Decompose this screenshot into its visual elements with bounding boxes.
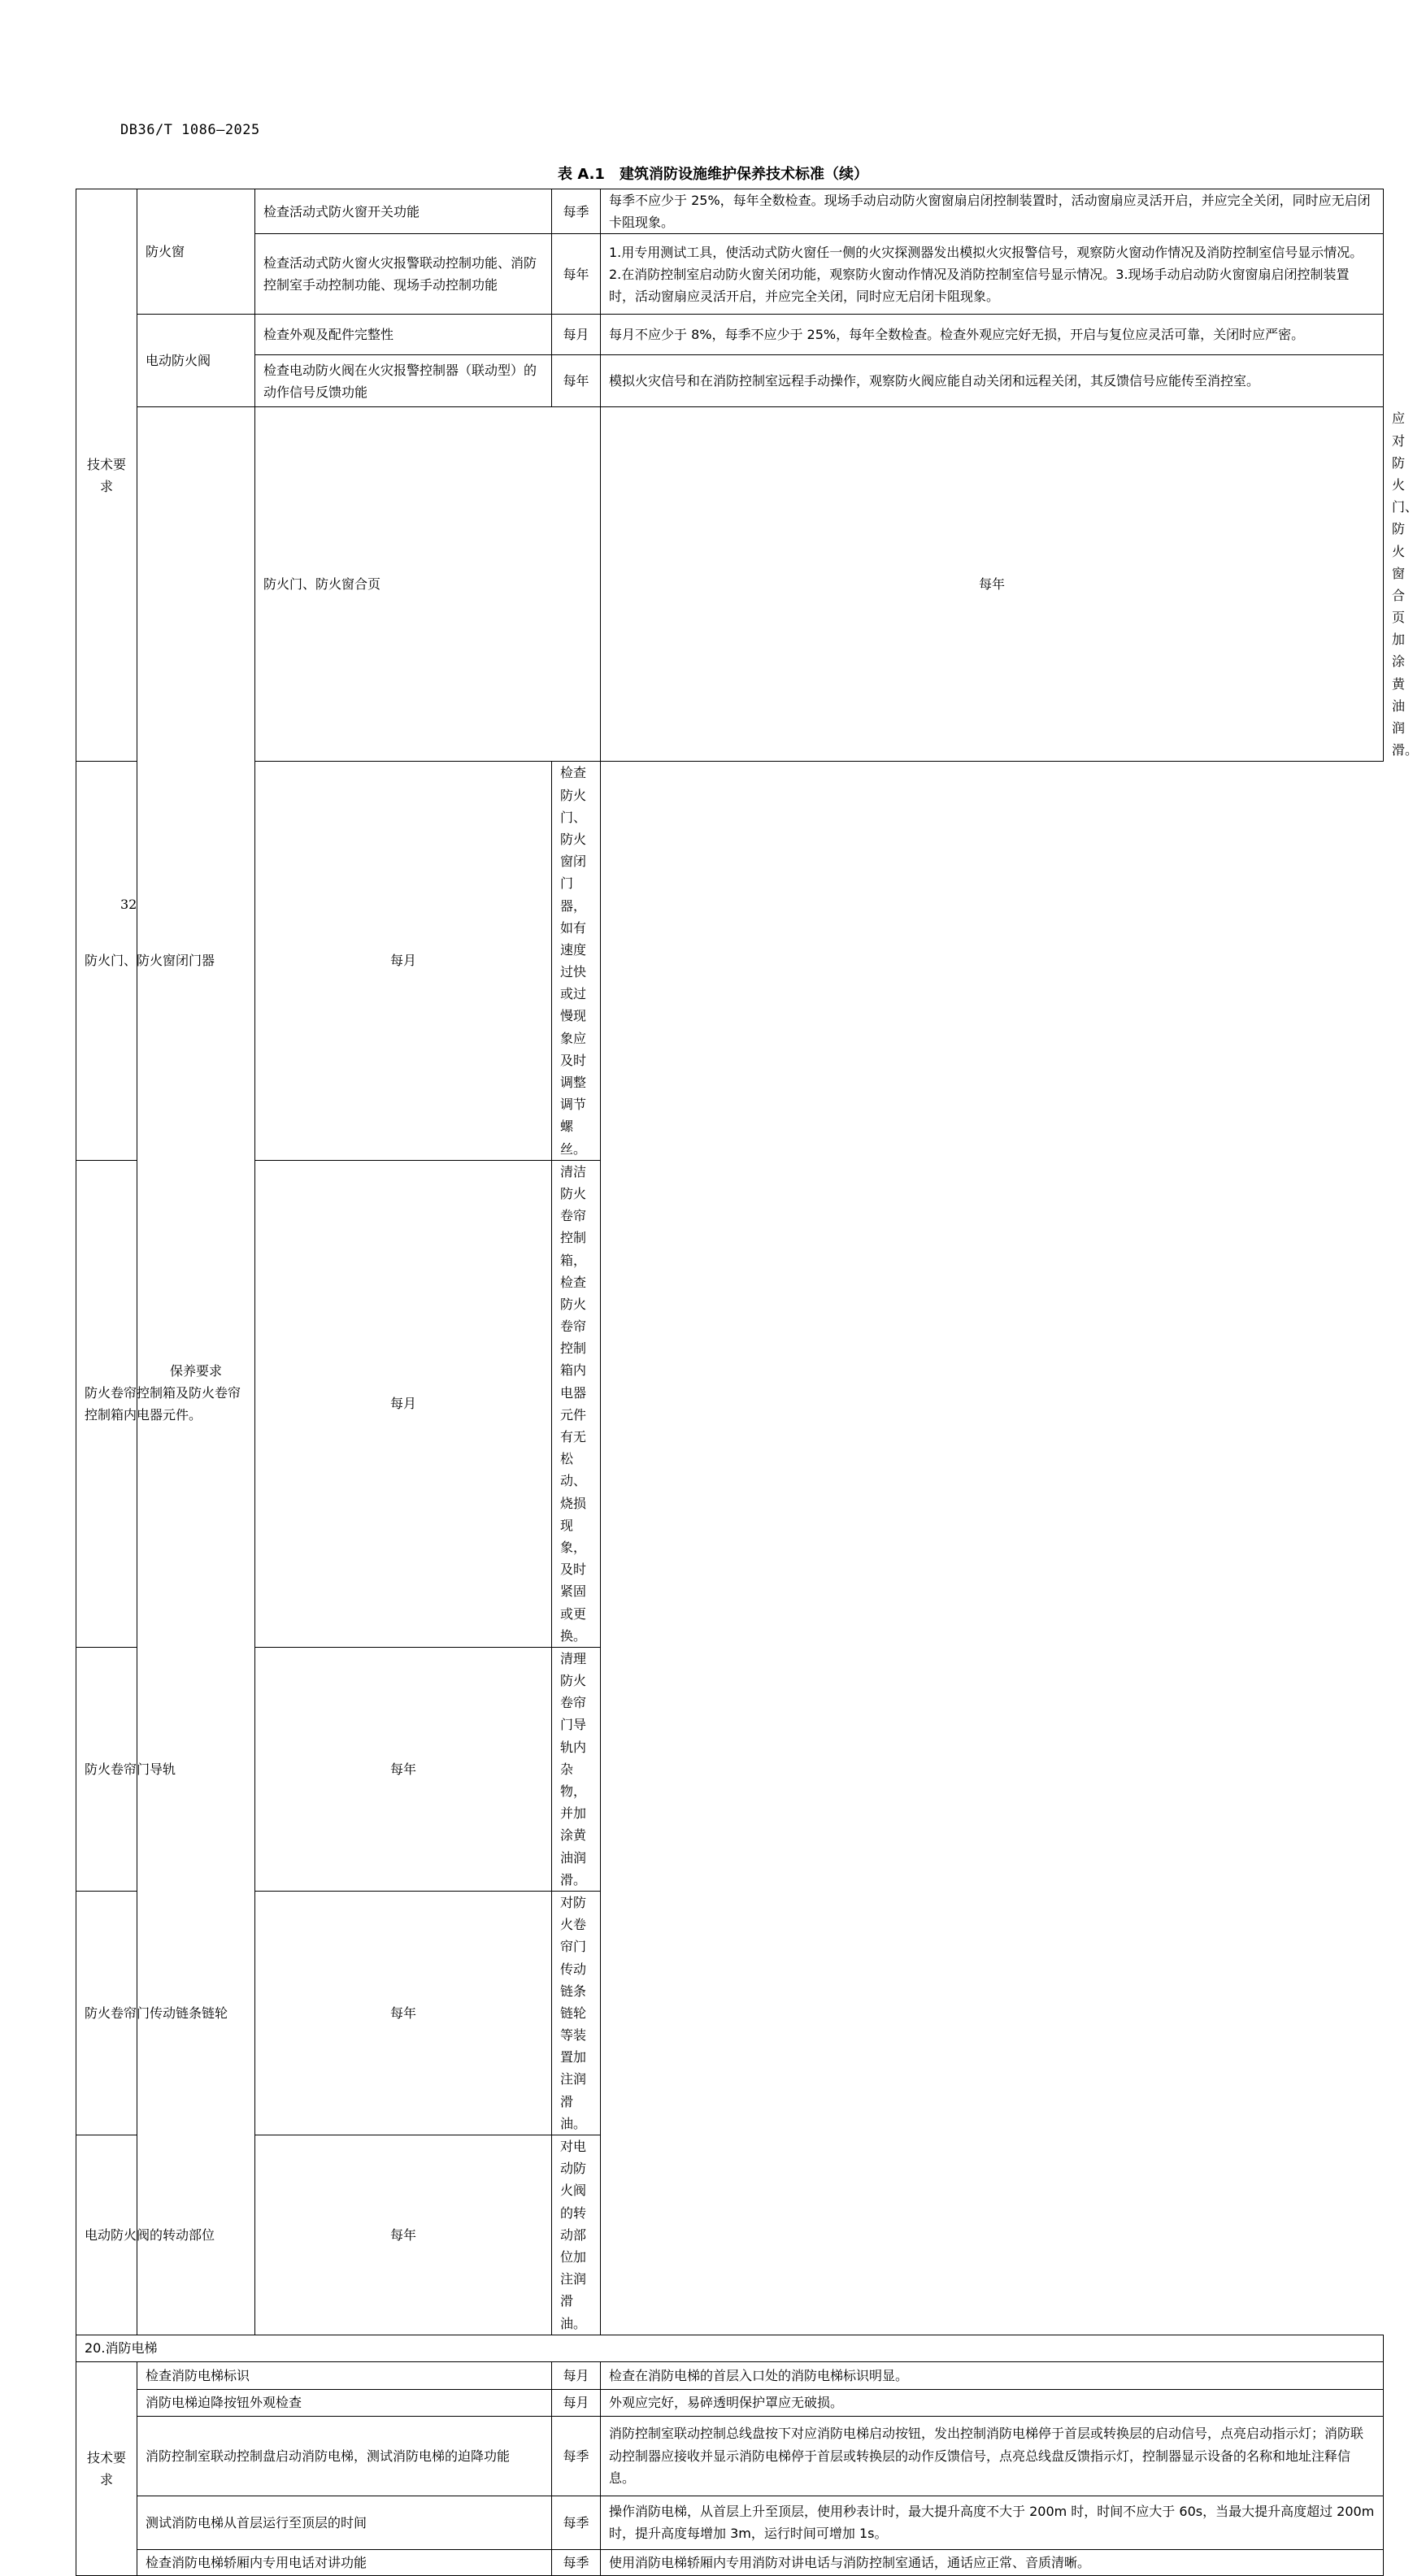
- table-row: [76, 2416, 1384, 2496]
- table-row: [76, 762, 1384, 1160]
- category-cell: 技术要求: [76, 2361, 137, 2575]
- frequency-cell: 每季: [552, 2416, 601, 2496]
- item-cell: 消防控制室联动控制盘启动消防电梯，测试消防电梯的迫降功能: [137, 2416, 552, 2496]
- frequency-cell: 每年: [255, 2135, 552, 2335]
- frequency-cell: 每年: [552, 234, 601, 315]
- table-row: [76, 2361, 1384, 2389]
- frequency-cell: 每月: [552, 315, 601, 355]
- frequency-cell: 每年: [255, 1647, 552, 1891]
- table-row: [76, 2549, 1384, 2575]
- frequency-cell: 每季: [552, 189, 601, 234]
- item-cell: 电动防火阀的转动部位: [76, 2135, 255, 2335]
- table-row: [76, 1647, 1384, 1891]
- table-row: [76, 2496, 1384, 2549]
- frequency-cell: 每月: [255, 1160, 552, 1647]
- page-number: 32: [120, 897, 137, 912]
- description-cell: 每月不应少于 8%，每季不应少于 25%，每年全数检查。检查外观应完好无损，开启与复位应灵活可靠，关闭时应严密。: [601, 315, 1384, 355]
- section-row: [76, 2335, 1384, 2361]
- table-caption: [0, 163, 1426, 184]
- table-row: [76, 2389, 1384, 2416]
- item-cell: 防火门、防火窗闭门器: [76, 762, 255, 1160]
- table-row: [76, 1160, 1384, 1647]
- frequency-cell: 每月: [552, 2389, 601, 2416]
- table-number: 表 A.1: [558, 166, 605, 183]
- document-id: DB36/T 1086—2025: [120, 122, 260, 138]
- item-cell: 消防电梯迫降按钮外观检查: [137, 2389, 552, 2416]
- description-cell: 1.用专用测试工具，使活动式防火窗任一侧的火灾探测器发出模拟火灾报警信号，观察防火窗动作情况及消防控制室信号显示情况。2.在消防控制室启动防火窗关闭功能，观察防火窗动作情况及消防控制室信号显示情况。3.现场手动启动防火窗窗扇启闭控制装置时，活动窗扇应灵活开启，并应完全关闭，同时应无启闭卡阻现象。: [601, 234, 1384, 315]
- section-heading: 20.消防电梯: [76, 2335, 1384, 2361]
- table-row: [76, 355, 1384, 407]
- table-row: [76, 2135, 1384, 2335]
- category-cell: 技术要求: [76, 189, 137, 762]
- item-cell: 检查电动防火阀在火灾报警控制器（联动型）的动作信号反馈功能: [255, 355, 552, 407]
- subcategory-cell: 电动防火阀: [137, 315, 255, 407]
- description-cell: 对防火卷帘门传动链条链轮等装置加注润滑油。: [552, 1891, 601, 2135]
- item-cell: 防火卷帘控制箱及防火卷帘控制箱内电器元件。: [76, 1160, 255, 1647]
- table-row: [76, 189, 1384, 234]
- frequency-cell: 每月: [552, 2361, 601, 2389]
- item-cell: 测试消防电梯从首层运行至顶层的时间: [137, 2496, 552, 2549]
- item-cell: 检查消防电梯轿厢内专用电话对讲功能: [137, 2549, 552, 2575]
- table-row: [76, 315, 1384, 355]
- standards-table: [76, 189, 1419, 2576]
- category-cell: 保养要求: [137, 407, 255, 2335]
- item-cell: 检查外观及配件完整性: [255, 315, 552, 355]
- description-cell: 外观应完好，易碎透明保护罩应无破损。: [601, 2389, 1384, 2416]
- description-cell: 使用消防电梯轿厢内专用消防对讲电话与消防控制室通话，通话应正常、音质清晰。: [601, 2549, 1384, 2575]
- frequency-cell: 每季: [552, 2496, 601, 2549]
- table-row: [76, 234, 1384, 315]
- subcategory-cell: 防火窗: [137, 189, 255, 315]
- table-row: [76, 1891, 1384, 2135]
- description-cell: 检查在消防电梯的首层入口处的消防电梯标识明显。: [601, 2361, 1384, 2389]
- item-cell: 检查活动式防火窗开关功能: [255, 189, 552, 234]
- item-cell: 防火卷帘门传动链条链轮: [76, 1891, 255, 2135]
- item-cell: 检查消防电梯标识: [137, 2361, 552, 2389]
- description-cell: 对电动防火阀的转动部位加注润滑油。: [552, 2135, 601, 2335]
- description-cell: 清理防火卷帘门导轨内杂物，并加涂黄油润滑。: [552, 1647, 601, 1891]
- table-title: 建筑消防设施维护保养技术标准（续）: [619, 166, 868, 183]
- description-cell: 每季不应少于 25%，每年全数检查。现场手动启动防火窗窗扇启闭控制装置时，活动窗扇应灵活开启，并应完全关闭，同时应无启闭卡阻现象。: [601, 189, 1384, 234]
- description-cell: 检查防火门、防火窗闭门器，如有速度过快或过慢现象应及时调整调节螺丝。: [552, 762, 601, 1160]
- table-row: 保养要求 防火门、防火窗合页 每年 应对防火门、防火窗合页加涂黄油润滑。: [76, 407, 1384, 762]
- description-cell: 操作消防电梯，从首层上升至顶层，使用秒表计时，最大提升高度不大于 200m 时，时间不应大于 60s，当最大提升高度超过 200m 时，提升高度每增加 3m，运行时间可增加 1s。: [601, 2496, 1384, 2549]
- frequency-cell: 每季: [552, 2549, 601, 2575]
- frequency-cell: 每年: [552, 355, 601, 407]
- frequency-cell: 每月: [255, 762, 552, 1160]
- description-cell: 清洁防火卷帘控制箱，检查防火卷帘控制箱内电器元件有无松动、烧损现象，及时紧固或更换。: [552, 1160, 601, 1647]
- item-cell: 防火门、防火窗合页: [255, 407, 601, 762]
- item-cell: 防火卷帘门导轨: [76, 1647, 255, 1891]
- item-cell: 检查活动式防火窗火灾报警联动控制功能、消防控制室手动控制功能、现场手动控制功能: [255, 234, 552, 315]
- frequency-cell: 每年: [255, 1891, 552, 2135]
- frequency-cell: 每年: [601, 407, 1384, 762]
- description-cell: 模拟火灾信号和在消防控制室远程手动操作，观察防火阀应能自动关闭和远程关闭，其反馈信号应能传至消控室。: [601, 355, 1384, 407]
- description-cell: 消防控制室联动控制总线盘按下对应消防电梯启动按钮，发出控制消防电梯停于首层或转换层的启动信号，点亮启动指示灯；消防联动控制器应接收并显示消防电梯停于首层或转换层的动作反馈信号，点亮总线盘反馈指示灯，控制器显示设备的名称和地址注释信息。: [601, 2416, 1384, 2496]
